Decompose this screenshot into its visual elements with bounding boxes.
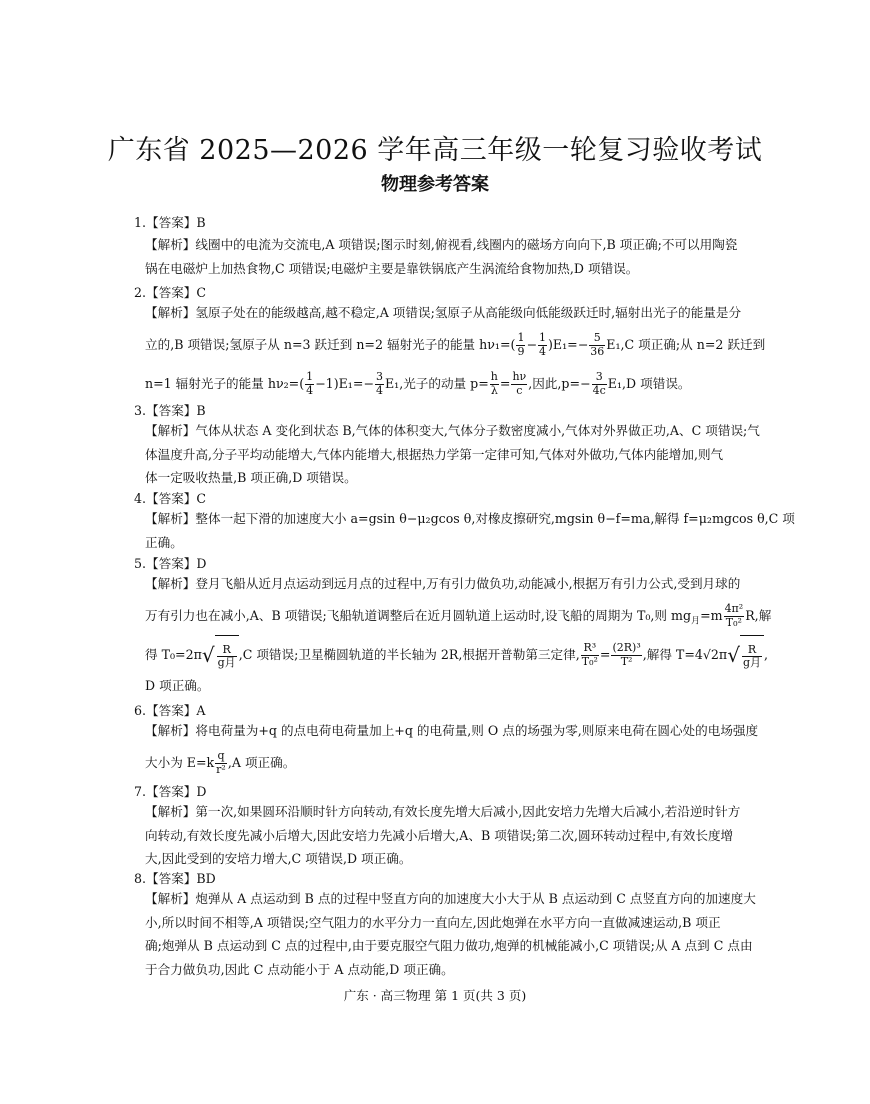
explanation-line: 体一定吸收热量,B 项正确,D 项错误。 bbox=[145, 470, 357, 485]
denominator: λ bbox=[490, 383, 498, 397]
text-run: 得 T₀=2π bbox=[145, 646, 202, 662]
fraction bbox=[305, 371, 314, 397]
text-run: E₁,C 项正确;从 n=2 跃迁到 bbox=[606, 336, 766, 352]
fraction bbox=[375, 371, 384, 397]
explanation-line bbox=[145, 364, 743, 403]
subscript: 月 bbox=[691, 616, 701, 627]
text-run: ,解得 T=4√2π bbox=[642, 646, 728, 662]
denominator: c bbox=[516, 383, 523, 397]
explanation bbox=[145, 800, 743, 871]
numerator: h bbox=[490, 369, 498, 383]
explanation-line: 于合力做负功,因此 C 点动能小于 A 点动能,D 项正确。 bbox=[145, 961, 454, 977]
explanation-line: 【解析】将电荷量为+q 的点电荷电荷量加上+q 的电荷量,则 O 点的场强为零,则原来电荷在圆心处的电场强度 bbox=[145, 723, 759, 738]
numerator: 3 bbox=[375, 369, 383, 383]
denominator: g月 bbox=[742, 656, 762, 670]
numerator: R bbox=[217, 644, 237, 658]
answer-label: 3.【答案】B bbox=[134, 403, 206, 418]
page-footer: 广东 · 高三物理 第 1 页(共 3 页) bbox=[343, 988, 527, 1003]
text-run: 立的,B 项错误;氢原子从 n=3 跃迁到 n=2 辐射光子的能量 hν₁=( bbox=[145, 336, 516, 352]
explanation bbox=[145, 572, 772, 697]
explanation-line: 【解析】线圈中的电流为交流电,A 项错误;图示时刻,俯视看,线圈内的磁场方向向下,B 项正确;不可以用陶瓷 bbox=[145, 237, 738, 252]
explanation bbox=[145, 233, 743, 280]
radicand bbox=[740, 635, 764, 675]
denominator: 9 bbox=[517, 344, 525, 358]
explanation-line: 锅在电磁炉上加热食物,C 项错误;电磁炉主要是靠铁锅底产生涡流给食物加热,D 项错误。 bbox=[145, 260, 639, 276]
answer-label: 7.【答案】D bbox=[134, 784, 207, 799]
fraction bbox=[490, 371, 499, 397]
explanation bbox=[145, 719, 759, 782]
fraction bbox=[538, 332, 547, 358]
fraction bbox=[611, 642, 641, 668]
denominator: 4 bbox=[375, 383, 383, 397]
square-root bbox=[202, 635, 239, 676]
numerator: (2R)³ bbox=[612, 640, 641, 654]
answer-label: 1.【答案】B bbox=[134, 215, 206, 230]
explanation-line bbox=[145, 596, 772, 635]
explanation-line: 【解析】整体一起下滑的加速度大小 a=gsin θ−μ₂gcos θ,对橡皮擦研究,mgsin θ−f=ma,解得 f=μ₂mgcos θ,C 项 bbox=[145, 511, 795, 526]
explanation-line: 【解析】气体从状态 A 变化到状态 B,气体的体积变大,气体分子数密度减小,气体对外界做正功,A、C 项错误;气 bbox=[145, 423, 760, 438]
text-run: n=1 辐射光子的能量 hν₂=( bbox=[145, 375, 305, 391]
explanation bbox=[145, 887, 756, 981]
explanation-line: 大,因此受到的安培力增大,C 项错误,D 项正确。 bbox=[145, 851, 412, 866]
fraction bbox=[511, 371, 527, 397]
radicand bbox=[215, 635, 239, 675]
text-run: = bbox=[599, 646, 611, 662]
numerator: R bbox=[742, 644, 762, 658]
fraction bbox=[215, 750, 227, 776]
answer-label: 8.【答案】BD bbox=[134, 871, 216, 886]
fraction bbox=[742, 644, 762, 670]
text-run: −1)E₁=− bbox=[315, 375, 374, 391]
explanation-line bbox=[145, 743, 743, 782]
denominator: T² bbox=[620, 654, 633, 668]
denominator: T₀² bbox=[725, 615, 742, 629]
text-run: R,解 bbox=[745, 607, 772, 623]
denominator: 36 bbox=[590, 344, 605, 358]
text-run: ,C 项错误;卫星椭圆轨道的半长轴为 2R,根据开普勒第三定律, bbox=[238, 646, 580, 662]
denominator: 4 bbox=[306, 383, 314, 397]
explanation-line: 小,所以时间不相等,A 项错误;空气阻力的水平分力一直向左,因此炮弹在水平方向一直做减速运动,B 项正 bbox=[145, 914, 721, 930]
numerator: 4π² bbox=[724, 601, 744, 615]
explanation bbox=[145, 507, 795, 554]
text-run: )E₁=− bbox=[548, 336, 589, 352]
numerator: 1 bbox=[306, 369, 314, 383]
fraction bbox=[581, 642, 599, 668]
radical-sign: √ bbox=[727, 642, 740, 667]
text-run: ,A 项正确。 bbox=[227, 754, 296, 770]
explanation-line: 正确。 bbox=[145, 534, 183, 550]
numerator: hν bbox=[512, 369, 527, 383]
explanation-line: D 项正确。 bbox=[145, 677, 210, 693]
denominator: 4 bbox=[539, 344, 546, 358]
explanation bbox=[145, 301, 766, 403]
text-run: 万有引力也在减小,A、B 项错误;飞船轨道调整后在近月圆轨道上运动时,设飞船的周期为 T₀,则 mg bbox=[145, 607, 692, 623]
explanation-line: 体温度升高,分子平均动能增大,气体内能增大,根据热力学第一定律可知,气体对外做功,气体内能增加,则气 bbox=[145, 446, 724, 462]
fraction bbox=[724, 603, 745, 629]
numerator: 5 bbox=[589, 332, 605, 346]
explanation-line: 【解析】炮弹从 A 点运动到 B 点的过程中竖直方向的加速度大小大于从 B 点运动到 C 点竖直方向的加速度大 bbox=[145, 891, 756, 906]
fraction bbox=[516, 332, 525, 358]
fraction bbox=[592, 371, 607, 397]
denominator: T₀² bbox=[581, 654, 598, 668]
page-subtitle: 物理参考答案 bbox=[381, 174, 489, 195]
denominator: r² bbox=[216, 762, 226, 776]
explanation-line: 向转动,有效长度先减小后增大,因此安培力先减小后增大,A、B 项错误;第二次,圆环转动过程中,有效长度增 bbox=[145, 827, 734, 843]
text-run: E₁,光子的动量 p= bbox=[384, 375, 489, 391]
page-title: 广东省 2025—2026 学年高三年级一轮复习验收考试 bbox=[107, 135, 763, 166]
text-run: − bbox=[526, 336, 537, 352]
radical-sign: √ bbox=[201, 642, 215, 667]
explanation-line: 【解析】氢原子处在的能级越高,越不稳定,A 项错误;氢原子从高能级向低能级跃迁时,辐射出光子的能量是分 bbox=[145, 305, 742, 320]
explanation bbox=[145, 419, 760, 490]
answer-label: 6.【答案】A bbox=[134, 703, 206, 718]
fraction bbox=[217, 644, 237, 670]
text-run: E₁,D 项错误。 bbox=[607, 375, 691, 391]
text-run: , bbox=[764, 646, 769, 662]
numerator: R³ bbox=[581, 642, 599, 656]
denominator: 4c bbox=[592, 383, 606, 397]
explanation-line: 【解析】登月飞船从近月点运动到远月点的过程中,万有引力做负功,动能减小,根据万有引力公式,受到月球的 bbox=[145, 576, 741, 591]
numerator: q bbox=[215, 750, 227, 764]
square-root bbox=[727, 635, 764, 676]
explanation-line: 确;炮弹从 B 点运动到 C 点的过程中,由于要克服空气阻力做功,炮弹的机械能减小,C 项错误;从 A 点到 C 点由 bbox=[145, 938, 753, 953]
denominator: g月 bbox=[217, 656, 236, 670]
numerator: 3 bbox=[592, 371, 607, 385]
text-run: =m bbox=[700, 607, 723, 623]
answer-label: 2.【答案】C bbox=[134, 285, 207, 300]
answer-label: 5.【答案】D bbox=[134, 556, 207, 571]
explanation-line bbox=[145, 325, 766, 364]
text-run: 大小为 E=k bbox=[145, 754, 215, 770]
explanation-line bbox=[145, 635, 769, 674]
fraction bbox=[589, 332, 605, 358]
answer-label: 4.【答案】C bbox=[134, 491, 207, 506]
numerator: 1 bbox=[517, 330, 525, 344]
explanation-line: 【解析】第一次,如果圆环沿顺时针方向转动,有效长度先增大后减小,因此安培力先增大后减小,若沿逆时针方 bbox=[145, 804, 741, 819]
text-run: = bbox=[499, 375, 511, 391]
text-run: ,因此,p=− bbox=[528, 375, 591, 391]
numerator: 1 bbox=[539, 330, 546, 344]
